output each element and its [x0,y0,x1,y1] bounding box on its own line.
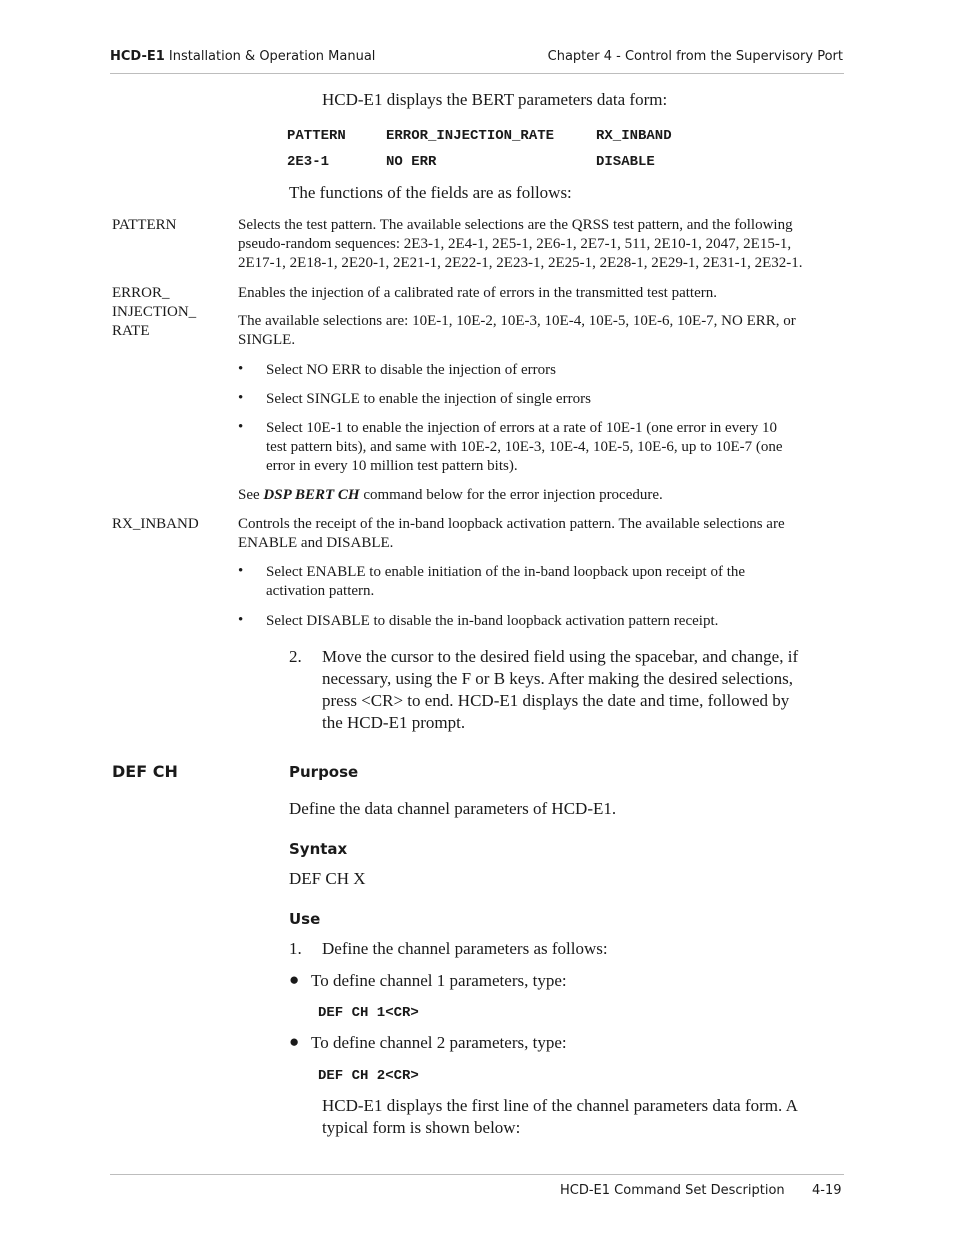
bullet-icon: ● [289,1032,300,1051]
bullet-icon: • [238,563,244,579]
running-header-chapter: Chapter 4 - Control from the Supervisory Port [547,49,843,64]
bert-form-intro: HCD-E1 displays the BERT parameters data form: [322,90,668,109]
header-manual-title: Installation & Operation Manual [168,49,376,64]
footer-rule [110,1174,844,1175]
pattern-desc-line: Selects the test pattern. The available selections are the QRSS test pattern, and the following [238,217,793,233]
channel-form-note-line: HCD-E1 displays the first line of the channel parameters data form. A [322,1096,798,1115]
error-desc-p2 [238,312,796,350]
pattern-desc-line: 2E17-1, 2E18-1, 2E20-1, 2E21-1, 2E22-1, 2E23-1, 2E25-1, 2E28-1, 2E29-1, 2E31-1, 2E32-1. [238,255,803,271]
error-bullet-single: Select SINGLE to enable the injection of single errors [266,391,591,407]
field-label-rx-inband: RX_INBAND [112,516,199,532]
step-2-text [322,646,798,734]
rx-bullet-disable: Select DISABLE to disable the in-band loopback activation pattern receipt. [266,613,719,629]
command-def-ch-1: DEF CH 1<CR> [318,1005,419,1021]
form-value-rx-inband: DISABLE [596,154,655,170]
rx-bullet-enable-line: activation pattern. [266,583,375,599]
error-bullet-rate [266,419,783,476]
channel-form-note-line: typical form is shown below: [322,1118,521,1137]
command-def-ch-2: DEF CH 2<CR> [318,1068,419,1084]
step-1-number: 1. [289,939,302,958]
rx-desc [238,515,785,553]
step-1-text: Define the channel parameters as follows: [322,939,608,958]
error-see-reference [238,486,663,505]
section-title-def-ch: DEF CH [112,762,178,781]
error-bullet-rate-line: test pattern bits), and same with 10E-2, 10E-3, 10E-4, 10E-5, 10E-6, up to 10E-7 (one [266,439,783,455]
header-product: HCD-E1 [110,49,165,64]
form-value-error-injection-rate: NO ERR [386,154,437,170]
step-2-line: necessary, using the F or B keys. After making the desired selections, [322,669,794,688]
rx-bullet-enable-line: Select ENABLE to enable initiation of the in-band loopback upon receipt of the [266,564,746,580]
header-rule [110,73,844,74]
rx-desc-line: Controls the receipt of the in-band loopback activation pattern. The available selections are [238,516,785,532]
error-label-line: RATE [112,323,150,339]
functions-intro: The functions of the fields are as follows: [289,183,572,202]
bullet-icon: • [238,419,244,435]
step-2-line: press <CR> to end. HCD-E1 displays the date and time, followed by [322,691,790,710]
footer-page-number: 4-19 [812,1183,842,1198]
form-header-rx-inband: RX_INBAND [596,128,672,144]
step-2-line: the HCD-E1 prompt. [322,713,466,732]
step-2-number: 2. [289,647,302,666]
see-prefix: See [238,487,264,503]
field-label-error-injection-rate [112,284,196,341]
field-desc-pattern [238,216,844,273]
bullet-icon: • [238,390,244,406]
bullet-icon: • [238,361,244,377]
bullet-icon: • [238,612,244,628]
error-desc-p1: Enables the injection of a calibrated rate of errors in the transmitted test pattern. [238,285,717,301]
syntax-heading: Syntax [289,840,348,858]
syntax-text: DEF CH X [289,869,366,888]
channel-form-note [322,1095,798,1139]
channel-2-instruction: To define channel 2 parameters, type: [311,1033,567,1052]
error-p2-line: The available selections are: 10E-1, 10E-2, 10E-3, 10E-4, 10E-5, 10E-6, 10E-7, NO ERR, or [238,313,796,329]
dsp-bert-ch-reference: DSP BERT CH [263,487,360,503]
running-header-left [110,49,375,64]
form-header-pattern: PATTERN [287,128,346,144]
error-bullet-no-err: Select NO ERR to disable the injection of errors [266,362,556,378]
rx-desc-line: ENABLE and DISABLE. [238,535,394,551]
rx-bullet-enable [266,563,745,601]
error-bullet-rate-line: error in every 10 million test pattern bits). [266,458,518,474]
error-bullet-rate-line: Select 10E-1 to enable the injection of errors at a rate of 10E-1 (one error in every 10 [266,420,778,436]
form-value-pattern: 2E3-1 [287,154,330,170]
footer-section-title: HCD-E1 Command Set Description [560,1183,785,1198]
purpose-text: Define the data channel parameters of HCD-E1. [289,799,617,818]
step-2-line: Move the cursor to the desired field using the spacebar, and change, if [322,647,799,666]
channel-1-instruction: To define channel 1 parameters, type: [311,971,567,990]
bullet-icon: ● [289,970,300,989]
form-header-error-injection-rate: ERROR_INJECTION_RATE [386,128,555,144]
error-label-line: INJECTION_ [112,304,197,320]
field-label-pattern: PATTERN [112,217,177,233]
pattern-desc-line: pseudo-random sequences: 2E3-1, 2E4-1, 2E5-1, 2E6-1, 2E7-1, 511, 2E10-1, 2047, 2E15-1, [238,236,792,252]
see-suffix: command below for the error injection procedure. [359,487,663,503]
use-heading: Use [289,910,321,928]
error-label-line: ERROR_ [112,285,170,301]
error-p2-line: SINGLE. [238,332,296,348]
purpose-heading: Purpose [289,763,359,781]
